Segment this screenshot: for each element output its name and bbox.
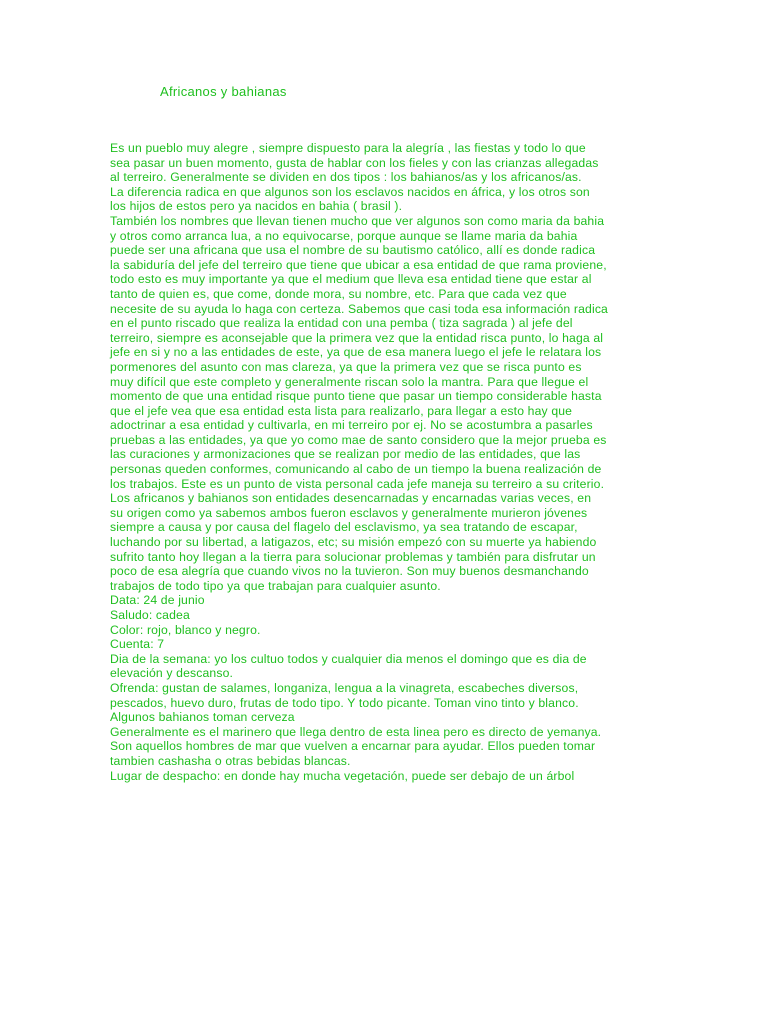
text-line: momento de que una entidad risque punto tiene que pasar un tiempo considerable hasta bbox=[110, 389, 602, 404]
text-line: Saludo: cadea bbox=[110, 608, 190, 622]
text-line: las curaciones y armonizaciones que se realizan por medio de las entidades, que las bbox=[110, 447, 581, 462]
text-line: pruebas a las entidades, ya que yo como mae de santo considero que la mejor prueba es bbox=[110, 432, 607, 447]
text-line: elevación y descanso. bbox=[110, 666, 234, 681]
text-line: sufrito tanto hoy llegan a la tierra para solucionar problemas y también para disfrutar un bbox=[110, 549, 596, 564]
text-line: También los nombres que llevan tienen mucho que ver algunos son como maria da bahia bbox=[110, 213, 605, 228]
text-line: Son aquellos hombres de mar que vuelven a encarnar para ayudar. Ellos pueden tomar bbox=[110, 739, 596, 754]
text-line: Generalmente es el marinero que llega dentro de esta linea pero es directo de yemanya. bbox=[110, 724, 602, 739]
text-line: Lugar de despacho: en donde hay mucha vegetación, puede ser debajo de un árbol bbox=[110, 768, 575, 783]
text-line: adoctrinar a esa entidad y cultivarla, en mi terreiro por ej. No se acostumbra a pasarles bbox=[110, 418, 593, 433]
text-line: Color: rojo, blanco y negro. bbox=[110, 622, 261, 637]
text-line: luchando por su libertad, a latigazos, etc; su misión empezó con su muerte ya habiendo bbox=[110, 535, 597, 550]
document-title: Africanos y bahianas bbox=[160, 84, 287, 99]
text-line: al terreiro. Generalmente se dividen en dos tipos : los bahianos/as y los africanos/as. bbox=[110, 170, 582, 185]
text-line: su origen como ya sabemos ambos fueron esclavos y generalmente murieron jóvenes bbox=[110, 505, 588, 520]
text-line: siempre a causa y por causa del flagelo del esclavismo, ya sea tratando de escapar, bbox=[110, 520, 578, 535]
text-line: necesite de su ayuda lo haga con certeza. Sabemos que casi toda esa información radica bbox=[110, 301, 608, 316]
text-line: muy difícil que este completo y generalmente riscan solo la mantra. Para que llegue el bbox=[110, 374, 589, 389]
text-line: Es un pueblo muy alegre , siempre dispuesto para la alegría , las fiestas y todo lo que bbox=[110, 141, 586, 155]
text-line: terreiro, siempre es aconsejable que la primera vez que la entidad risca punto, lo haga al bbox=[110, 330, 604, 345]
text-line: pormenores del asunto con mas clareza, ya que la primera vez que se risca punto es bbox=[110, 359, 582, 374]
text-line: jefe en si y no a las entidades de este, ya que de esa manera luego el jefe le relatara los bbox=[110, 345, 602, 360]
text-line: que el jefe vea que esa entidad esta lista para realizarlo, para llegar a esto hay que bbox=[110, 403, 573, 418]
text-line: trabajos de todo tipo ya que trabajan para cualquier asunto. bbox=[110, 578, 441, 593]
text-line: Ofrenda: gustan de salames, longaniza, lengua a la vinagreta, escabeches diversos, bbox=[110, 680, 579, 695]
text-line: todo esto es muy importante ya que el medium que lleva esa entidad tiene que estar al bbox=[110, 272, 592, 287]
text-line: los hijos de estos pero ya nacidos en bahia ( brasil ). bbox=[110, 199, 403, 214]
text-line: Algunos bahianos toman cerveza bbox=[110, 710, 295, 725]
text-line: personas queden conformes, comunicando al cabo de un tiempo la buena realización de bbox=[110, 462, 602, 477]
text-line: y otros como arranca lua, a no equivocarse, porque aunque se llame maria da bahia bbox=[110, 228, 578, 243]
text-line: Data: 24 de junio bbox=[110, 593, 205, 608]
text-line: poco de esa alegría que cuando vivos no la tuvieron. Son muy buenos desmanchando bbox=[110, 564, 589, 579]
text-line: los trabajos. Este es un punto de vista personal cada jefe maneja su terreiro a su criterio. bbox=[110, 476, 605, 491]
document-body bbox=[110, 141, 670, 783]
text-line: puede ser una africana que usa el nombre de su bautismo católico, allí es donde radica bbox=[110, 243, 596, 258]
text-line: pescados, huevo duro, frutas de todo tipo. Y todo picante. Toman vino tinto y blanco. bbox=[110, 695, 579, 710]
text-line: la sabiduría del jefe del terreiro que tiene que ubicar a esa entidad de que rama proviene, bbox=[110, 257, 607, 272]
text-line: tambien cashasha o otras bebidas blancas. bbox=[110, 753, 351, 768]
text-line: tanto de quien es, que come, donde mora, su nombre, etc. Para que cada vez que bbox=[110, 286, 567, 301]
text-line: La diferencia radica en que algunos son los esclavos nacidos en áfrica, y los otros son bbox=[110, 184, 590, 199]
text-line: sea pasar un buen momento, gusta de hablar con los fieles y con las crianzas allegadas bbox=[110, 155, 599, 170]
text-line: Los africanos y bahianos son entidades desencarnadas y encarnadas varias veces, en bbox=[110, 491, 592, 506]
text-line: Cuenta: 7 bbox=[110, 637, 165, 652]
text-line: Dia de la semana: yo los cultuo todos y cualquier dia menos el domingo que es dia de bbox=[110, 651, 587, 666]
text-line: en el punto riscado que realiza la entidad con una pemba ( tiza sagrada ) al jefe del bbox=[110, 316, 573, 331]
